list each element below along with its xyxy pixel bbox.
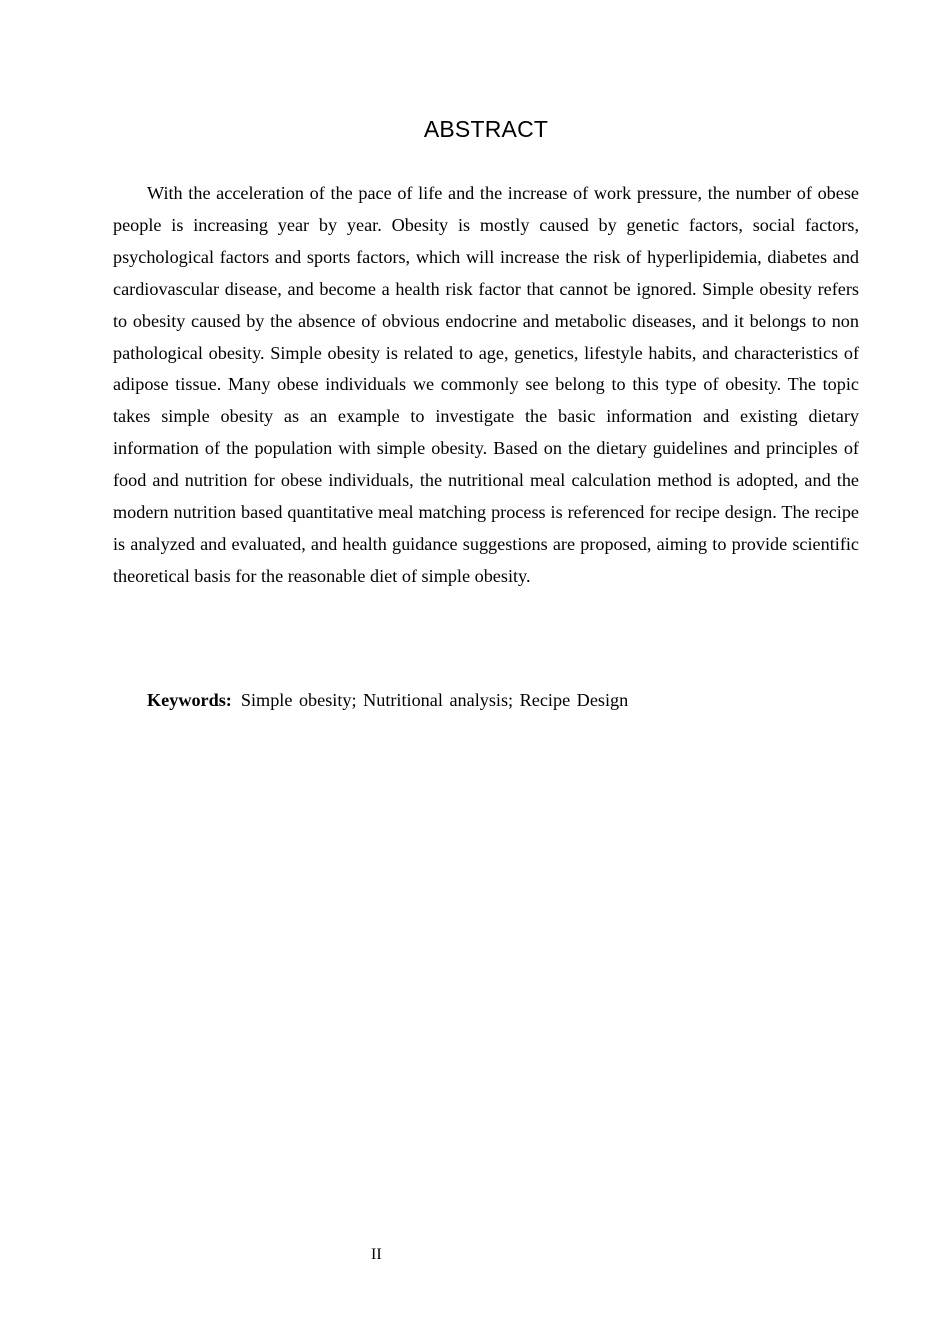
abstract-title: ABSTRACT (423, 116, 549, 142)
abstract-body: With the acceleration of the pace of life and the increase of work pressure, the number of obese people is increasing year by year. Obesity is mostly caused by genetic factors, social factors, psychological factors and sports factors, which will increase the risk of hyperlipidemia, diabetes and cardiovascular disease, and become a health risk factor that cannot be ignored. Simple obesity refers to obesity caused by the absence of obvious endocrine and metabolic diseases, and it belongs to non pathological obesity. Simple obesity is related to age, genetics, lifestyle habits, and characteristics of adipose tissue. Many obese individuals we commonly see belong to this type of obesity. The topic takes simple obesity as an example to investigate the basic information and existing dietary information of the population with simple obesity. Based on the dietary guidelines and principles of food and nutrition for obese individuals, the nutritional meal calculation method is adopted, and the modern nutrition based quantitative meal matching process is referenced for recipe design. The recipe is analyzed and evaluated, and health guidance suggestions are proposed, aiming to provide scientific theoretical basis for the reasonable diet of simple obesity. (113, 183, 859, 586)
keywords-value: Simple obesity; Nutritional analysis; Recipe Design (240, 690, 629, 710)
keywords-label: Keywords: (147, 690, 232, 710)
keywords-line (147, 686, 628, 714)
page-number: II (371, 1246, 382, 1263)
